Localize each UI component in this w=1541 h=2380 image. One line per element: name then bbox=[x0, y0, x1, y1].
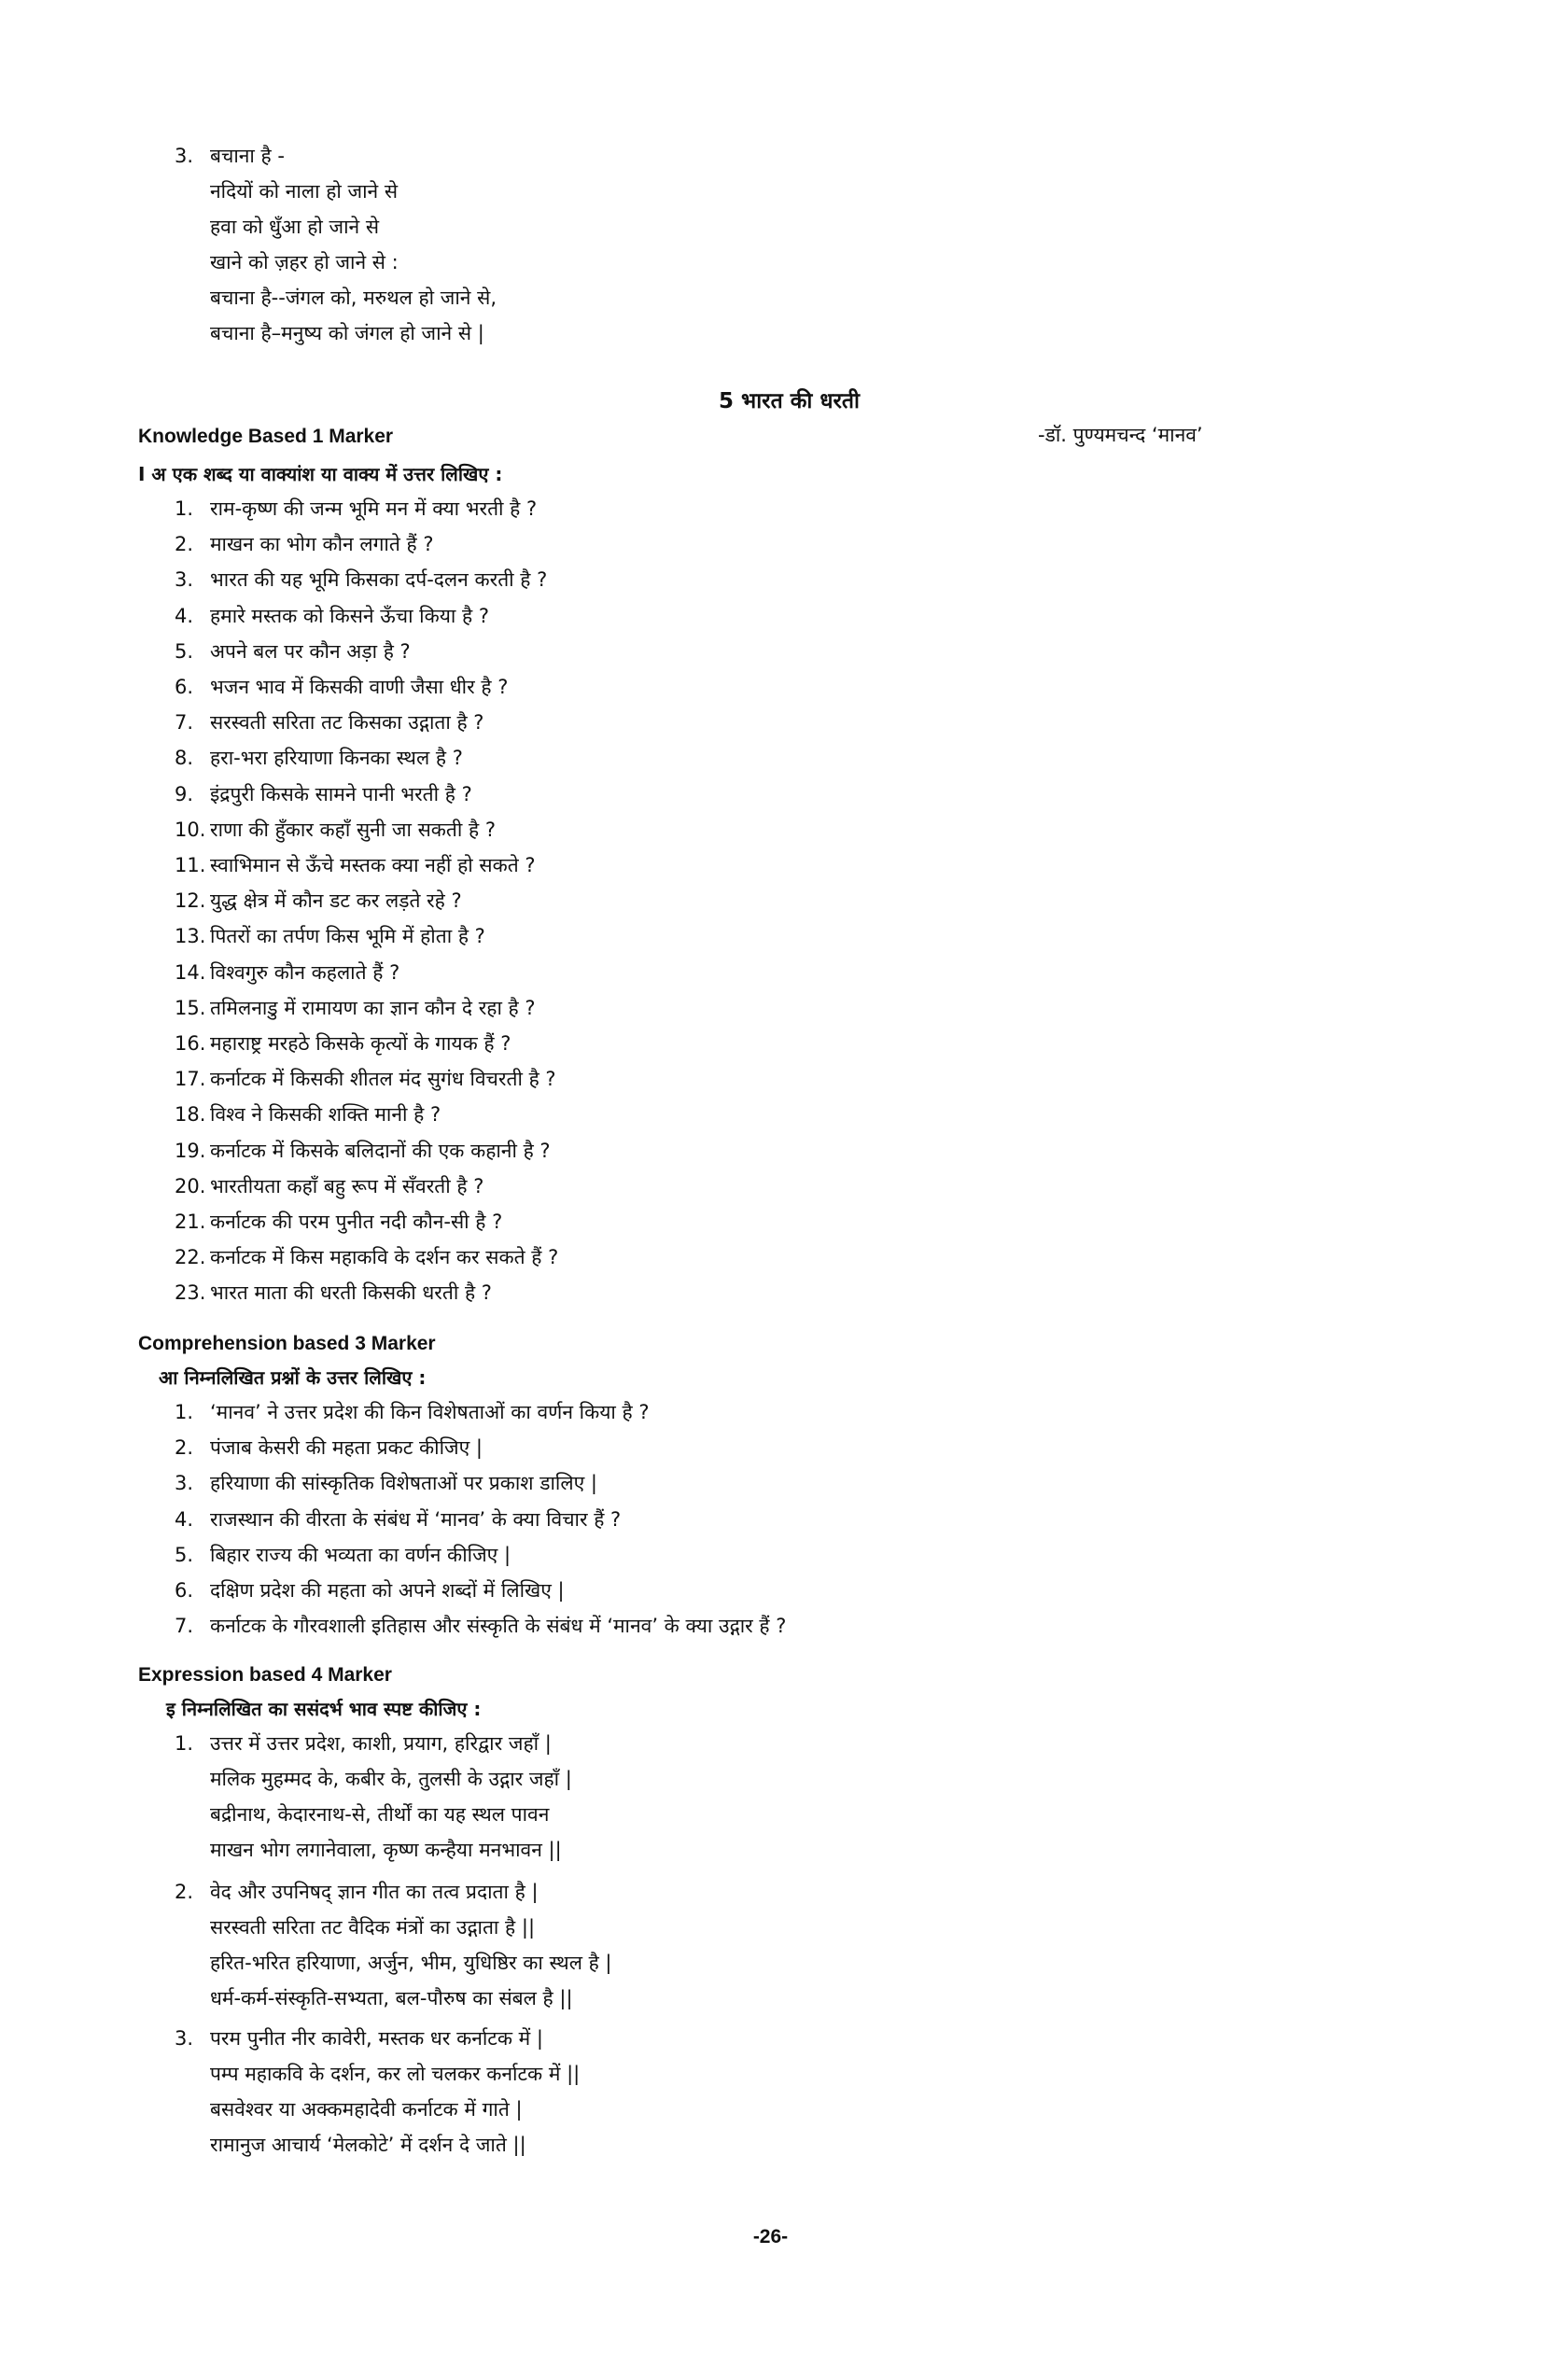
knowledge-question-text: महाराष्ट्र मरहठे किसके कृत्यों के गायक हैं ? bbox=[210, 1032, 511, 1056]
verse-line: हरित-भरित हरियाणा, अर्जुन, भीम, युधिष्ठिर का स्थल है | bbox=[210, 1952, 612, 1975]
knowledge-question-text: कर्नाटक में किस महाकवि के दर्शन कर सकते हैं ? bbox=[210, 1246, 559, 1269]
verse-item bbox=[175, 1726, 572, 1761]
knowledge-question-number: 23. bbox=[175, 1281, 206, 1305]
verse-line: उत्तर में उत्तर प्रदेश, काशी, प्रयाग, हरिद्वार जहाँ | bbox=[210, 1732, 552, 1755]
knowledge-question bbox=[175, 1204, 558, 1239]
knowledge-question-number: 21. bbox=[175, 1211, 206, 1234]
knowledge-question-number: 20. bbox=[175, 1174, 206, 1197]
knowledge-question-text: राणा की हुँकार कहाँ सुनी जा सकती है ? bbox=[210, 818, 496, 841]
knowledge-question bbox=[175, 562, 558, 597]
top-poem-number: 3. bbox=[175, 145, 194, 167]
knowledge-question-number: 7. bbox=[175, 711, 194, 735]
knowledge-question bbox=[175, 990, 558, 1026]
comprehension-question-number: 6. bbox=[175, 1579, 194, 1603]
knowledge-question-text: राम-कृष्ण की जन्म भूमि मन में क्या भरती है ? bbox=[210, 497, 538, 520]
knowledge-question-number: 19. bbox=[175, 1139, 206, 1162]
knowledge-heading: Knowledge Based 1 Marker bbox=[138, 426, 394, 447]
comprehension-question bbox=[175, 1502, 786, 1537]
knowledge-question-number: 17. bbox=[175, 1068, 206, 1091]
top-poem-line: बचाना है–मनुष्य को जंगल हो जाने से | bbox=[210, 322, 484, 345]
knowledge-question-text: युद्ध क्षेत्र में कौन डट कर लड़ते रहे ? bbox=[210, 889, 462, 913]
knowledge-question-text: अपने बल पर कौन अड़ा है ? bbox=[210, 639, 411, 663]
expression-verse-3 bbox=[175, 2021, 580, 2163]
knowledge-question-number: 2. bbox=[175, 533, 194, 556]
knowledge-question-number: 12. bbox=[175, 889, 206, 913]
comprehension-question bbox=[175, 1608, 786, 1644]
comprehension-question-text: राजस्थान की वीरता के संबंध में ‘मानव’ के क्या विचार हैं ? bbox=[210, 1507, 622, 1531]
knowledge-question-number: 11. bbox=[175, 854, 206, 877]
comprehension-question-number: 3. bbox=[175, 1472, 194, 1495]
knowledge-question bbox=[175, 955, 558, 990]
expression-verse-2 bbox=[175, 1874, 612, 2016]
comprehension-question-number: 5. bbox=[175, 1543, 194, 1566]
verse-number: 2. bbox=[175, 1881, 194, 1903]
verse-line: बसवेश्वर या अक्कमहादेवी कर्नाटक में गाते | bbox=[210, 2098, 523, 2121]
comprehension-question-text: कर्नाटक के गौरवशाली इतिहास और संस्कृति के संबंध में ‘मानव’ के क्या उद्गार हैं ? bbox=[210, 1615, 787, 1638]
knowledge-question-text: भारत की यह भूमि किसका दर्प-दलन करती है ? bbox=[210, 568, 548, 592]
knowledge-question-number: 9. bbox=[175, 782, 194, 805]
knowledge-question bbox=[175, 491, 558, 526]
knowledge-question-number: 3. bbox=[175, 568, 194, 592]
knowledge-question-number: 4. bbox=[175, 604, 194, 627]
top-poem-line: बचाना है - bbox=[210, 145, 285, 167]
verse-line: वेद और उपनिषद् ज्ञान गीत का तत्व प्रदाता है | bbox=[210, 1881, 539, 1903]
verse-line: बद्रीनाथ, केदारनाथ-से, तीर्थों का यह स्थल पावन bbox=[210, 1803, 550, 1827]
knowledge-question bbox=[175, 777, 558, 812]
knowledge-question bbox=[175, 847, 558, 883]
comprehension-question bbox=[175, 1430, 786, 1465]
expression-verse-1 bbox=[175, 1726, 572, 1868]
knowledge-question bbox=[175, 705, 558, 740]
knowledge-question-text: हरा-भरा हरियाणा किनका स्थल है ? bbox=[210, 747, 463, 770]
knowledge-question bbox=[175, 1239, 558, 1275]
knowledge-question-number: 18. bbox=[175, 1103, 206, 1127]
knowledge-question bbox=[175, 634, 558, 669]
top-poem-line: हवा को धुँआ हो जाने से bbox=[210, 216, 380, 239]
knowledge-question bbox=[175, 1133, 558, 1169]
verse-number: 1. bbox=[175, 1732, 194, 1755]
knowledge-question-number: 13. bbox=[175, 925, 206, 948]
knowledge-question-text: कर्नाटक में किसके बलिदानों की एक कहानी है ? bbox=[210, 1139, 551, 1162]
knowledge-question bbox=[175, 1169, 558, 1204]
comprehension-heading: Comprehension based 3 Marker bbox=[138, 1333, 436, 1354]
comprehension-question-list bbox=[175, 1394, 786, 1644]
expression-instruction: इ निम्नलिखित का ससंदर्भ भाव स्पष्ट कीजिए : bbox=[166, 1698, 482, 1720]
comprehension-question-number: 1. bbox=[175, 1401, 194, 1423]
verse-line: रामानुज आचार्य ‘मेलकोटे’ में दर्शन दे जाते || bbox=[210, 2134, 526, 2157]
knowledge-question-number: 8. bbox=[175, 747, 194, 770]
knowledge-question bbox=[175, 883, 558, 918]
knowledge-instruction: I अ एक शब्द या वाक्यांश या वाक्य में उत्तर लिखिए : bbox=[138, 463, 503, 485]
knowledge-question-text: माखन का भोग कौन लगाते हैं ? bbox=[210, 533, 434, 556]
top-poem-line: खाने को ज़हर हो जाने से : bbox=[210, 251, 399, 274]
knowledge-question-number: 15. bbox=[175, 996, 206, 1019]
knowledge-question-number: 1. bbox=[175, 497, 194, 520]
knowledge-question bbox=[175, 812, 558, 847]
knowledge-question-text: इंद्रपुरी किसके सामने पानी भरती है ? bbox=[210, 782, 472, 805]
top-poem-line: नदियों को नाला हो जाने से bbox=[210, 180, 399, 203]
knowledge-question-text: विश्व ने किसकी शक्ति मानी है ? bbox=[210, 1103, 441, 1127]
knowledge-question bbox=[175, 669, 558, 705]
knowledge-question bbox=[175, 918, 558, 954]
chapter-title: 5 भारत की धरती bbox=[719, 389, 860, 413]
knowledge-question-text: भारत माता की धरती किसकी धरती है ? bbox=[210, 1281, 492, 1305]
verse-number: 3. bbox=[175, 2027, 194, 2050]
knowledge-question-text: कर्नाटक में किसकी शीतल मंद सुगंध विचरती है ? bbox=[210, 1068, 556, 1091]
knowledge-question bbox=[175, 1061, 558, 1097]
top-poem-item bbox=[175, 138, 497, 174]
verse-line: सरस्वती सरिता तट वैदिक मंत्रों का उद्गाता है || bbox=[210, 1916, 536, 1939]
verse-line: मलिक मुहम्मद के, कबीर के, तुलसी के उद्गार जहाँ | bbox=[210, 1768, 572, 1791]
comprehension-question bbox=[175, 1573, 786, 1608]
comprehension-question bbox=[175, 1537, 786, 1573]
comprehension-instruction: आ निम्नलिखित प्रश्नों के उत्तर लिखिए : bbox=[159, 1366, 427, 1389]
top-poem bbox=[175, 138, 497, 351]
knowledge-question-text: सरस्वती सरिता तट किसका उद्गाता है ? bbox=[210, 711, 484, 735]
knowledge-question-number: 6. bbox=[175, 676, 194, 699]
knowledge-question-number: 16. bbox=[175, 1032, 206, 1056]
page-number: -26- bbox=[752, 2226, 789, 2247]
knowledge-question-text: कर्नाटक की परम पुनीत नदी कौन-सी है ? bbox=[210, 1211, 503, 1234]
knowledge-question-list bbox=[175, 491, 558, 1311]
knowledge-question bbox=[175, 1097, 558, 1132]
verse-line: माखन भोग लगानेवाला, कृष्ण कन्हैया मनभावन || bbox=[210, 1839, 562, 1862]
knowledge-question bbox=[175, 526, 558, 562]
verse-line: परम पुनीत नीर कावेरी, मस्तक धर कर्नाटक में | bbox=[210, 2027, 543, 2050]
knowledge-question-number: 14. bbox=[175, 960, 206, 984]
knowledge-question-text: हमारे मस्तक को किसने ऊँचा किया है ? bbox=[210, 604, 490, 627]
chapter-author: -डॉ. पुण्यमचन्द ‘मानव’ bbox=[1038, 424, 1203, 446]
knowledge-question-text: भारतीयता कहाँ बहु रूप में सँवरती है ? bbox=[210, 1174, 484, 1197]
knowledge-question-number: 5. bbox=[175, 639, 194, 663]
expression-heading: Expression based 4 Marker bbox=[138, 1664, 392, 1686]
verse-item bbox=[175, 1874, 612, 1910]
knowledge-question bbox=[175, 1275, 558, 1310]
knowledge-question-number: 22. bbox=[175, 1246, 206, 1269]
comprehension-question bbox=[175, 1394, 786, 1430]
verse-line: धर्म-कर्म-संस्कृति-सभ्यता, बल-पौरुष का संबल है || bbox=[210, 1987, 573, 2010]
knowledge-question-number: 10. bbox=[175, 818, 206, 841]
comprehension-question-number: 2. bbox=[175, 1436, 194, 1460]
verse-item bbox=[175, 2021, 580, 2056]
comprehension-question bbox=[175, 1465, 786, 1501]
comprehension-question-text: ‘मानव’ ने उत्तर प्रदेश की किन विशेषताओं का वर्णन किया है ? bbox=[210, 1401, 650, 1423]
knowledge-question bbox=[175, 740, 558, 776]
comprehension-question-text: बिहार राज्य की भव्यता का वर्णन कीजिए | bbox=[210, 1543, 511, 1566]
knowledge-question-text: स्वाभिमान से ऊँचे मस्तक क्या नहीं हो सकते ? bbox=[210, 854, 536, 877]
comprehension-question-number: 7. bbox=[175, 1615, 194, 1638]
comprehension-question-text: पंजाब केसरी की महता प्रकट कीजिए | bbox=[210, 1436, 483, 1460]
knowledge-question-text: विश्वगुरु कौन कहलाते हैं ? bbox=[210, 960, 400, 984]
knowledge-question bbox=[175, 598, 558, 634]
top-poem-line: बचाना है--जंगल को, मरुथल हो जाने से, bbox=[210, 287, 497, 310]
knowledge-question-text: भजन भाव में किसकी वाणी जैसा धीर है ? bbox=[210, 676, 509, 699]
knowledge-question-text: पितरों का तर्पण किस भूमि में होता है ? bbox=[210, 925, 485, 948]
comprehension-question-number: 4. bbox=[175, 1507, 194, 1531]
knowledge-question-text: तमिलनाडु में रामायण का ज्ञान कौन दे रहा है ? bbox=[210, 996, 536, 1019]
comprehension-question-text: दक्षिण प्रदेश की महता को अपने शब्दों में लिखिए | bbox=[210, 1579, 565, 1603]
comprehension-question-text: हरियाणा की सांस्कृतिक विशेषताओं पर प्रकाश डालिए | bbox=[210, 1472, 597, 1495]
knowledge-question bbox=[175, 1026, 558, 1061]
verse-line: पम्प महाकवि के दर्शन, कर लो चलकर कर्नाटक में || bbox=[210, 2063, 581, 2086]
